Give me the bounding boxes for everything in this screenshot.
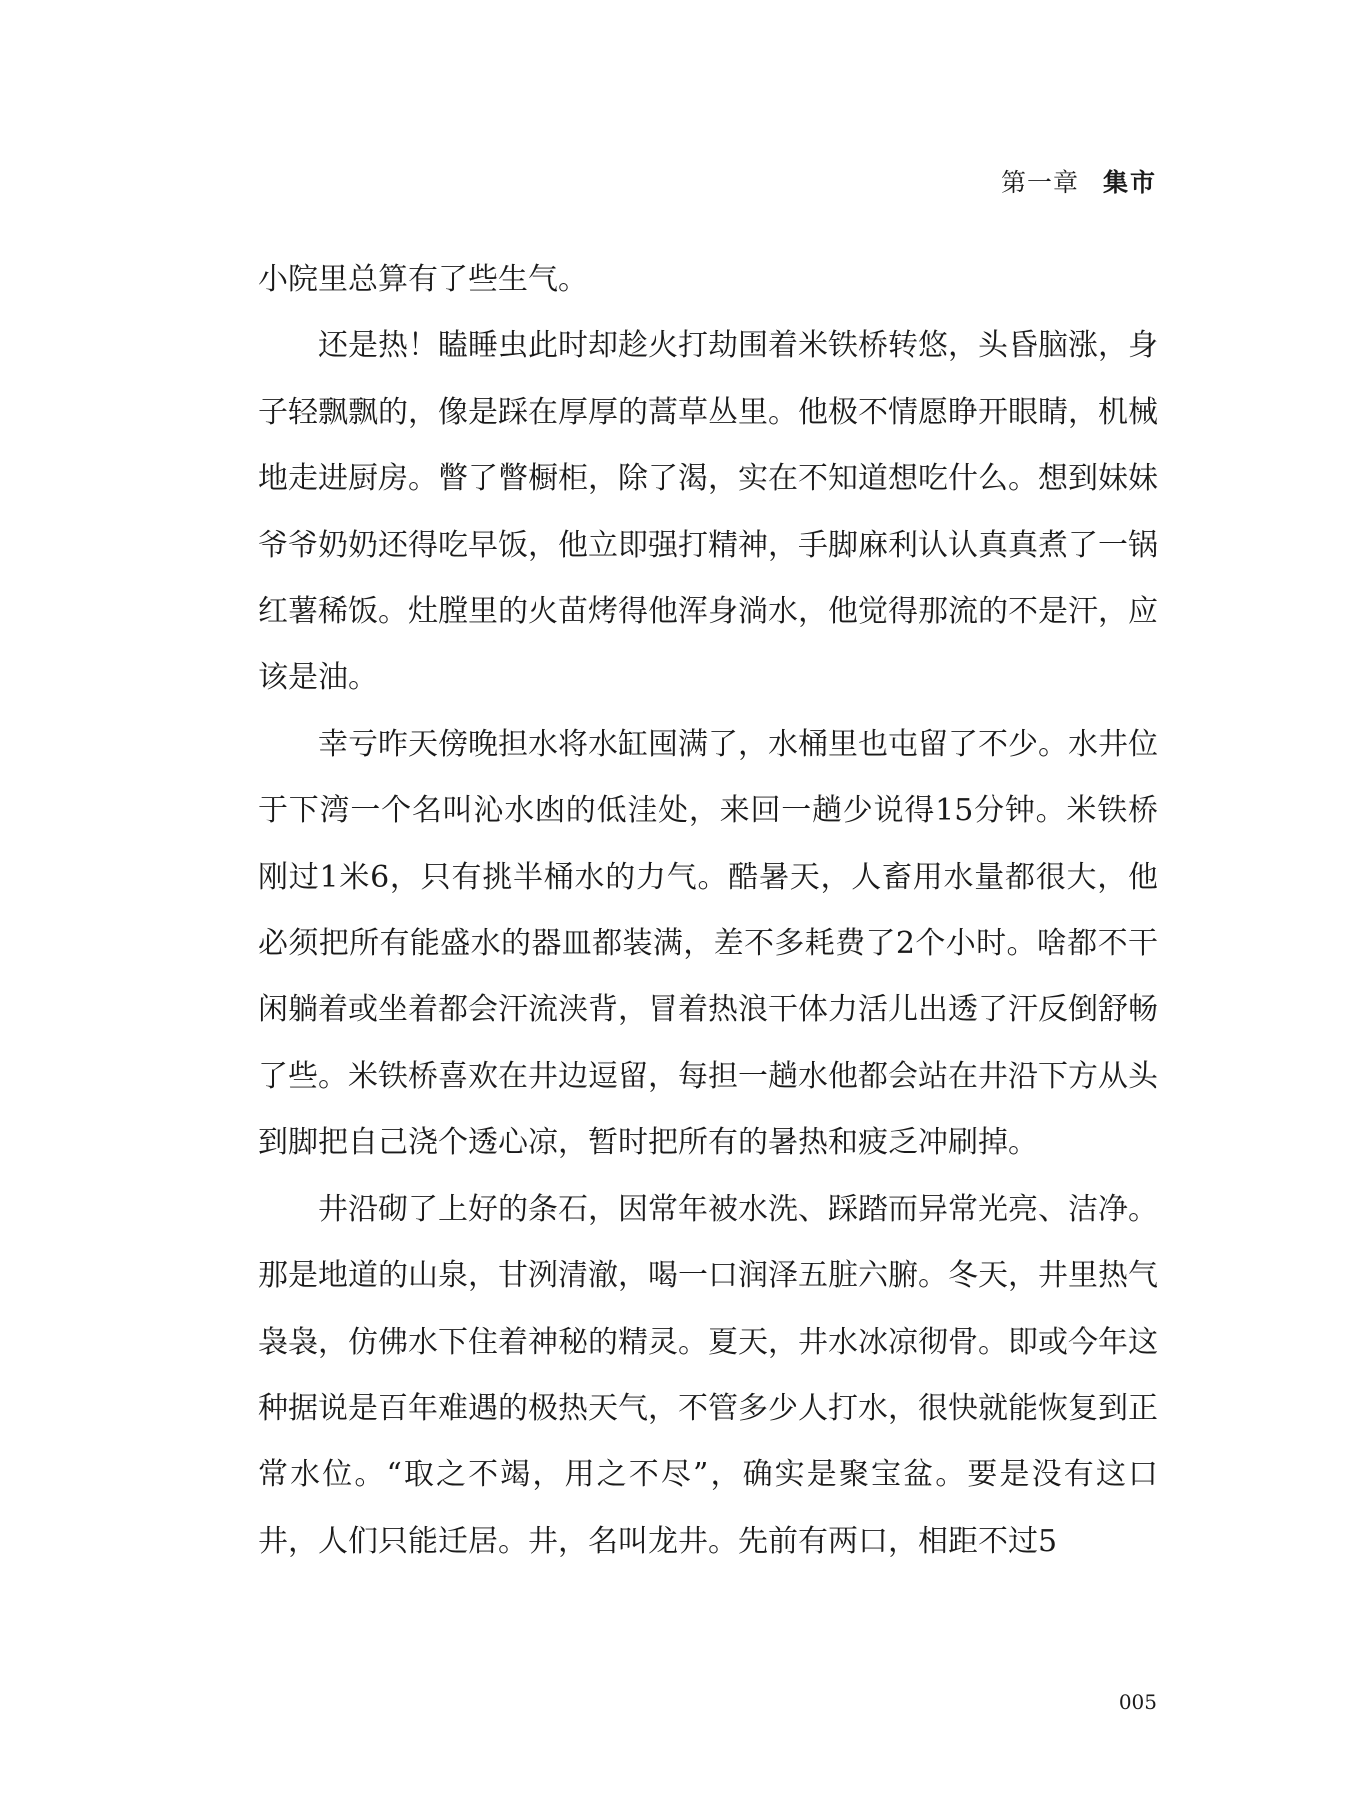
running-header xyxy=(1001,168,1157,198)
chapter-title: 集市 xyxy=(1102,168,1157,197)
paragraph-3: 幸亏昨天傍晚担水将水缸囤满了，水桶里也屯留了不少。水井位于下湾一个名叫沁水凼的低洼处，来回一趟少说得15分钟。米铁桥刚过1米6，只有挑半桶水的力气。酷暑天，人畜用水量都很大，他必须把所有能盛水的器皿都装满，差不多耗费了2个小时。啥都不干闲躺着或坐着都会汗流浃背，冒着热浪干体力活儿出透了汗反倒舒畅了些。米铁桥喜欢在井边逗留，每担一趟水他都会站在井沿下方从头到脚把自己浇个透心凉，暂时把所有的暑热和疲乏冲刷掉。 xyxy=(258,726,1158,1161)
paragraph-4: 井沿砌了上好的条石，因常年被水洗、踩踏而异常光亮、洁净。那是地道的山泉，甘洌清澈，喝一口润泽五脏六腑。冬天，井里热气袅袅，仿佛水下住着神秘的精灵。夏天，井水冰凉彻骨。即或今年这种据说是百年难遇的极热天气，不管多少人打水，很快就能恢复到正常水位。“取之不竭，用之不尽”，确实是聚宝盆。要是没有这口井，人们只能迁居。井，名叫龙井。先前有两口，相距不过5 xyxy=(258,1191,1158,1559)
chapter-number: 第一章 xyxy=(1000,168,1079,197)
paragraph-2: 还是热！瞌睡虫此时却趁火打劫围着米铁桥转悠，头昏脑涨，身子轻飘飘的，像是踩在厚厚的蒿草丛里。他极不情愿睁开眼睛，机械地走进厨房。瞥了瞥橱柜，除了渴，实在不知道想吃什么。想到妹妹爷爷奶奶还得吃早饭，他立即强打精神，手脚麻利认认真真煮了一锅红薯稀饭。灶膛里的火苗烤得他浑身淌水，他觉得那流的不是汗，应该是油。 xyxy=(258,328,1158,696)
page-number: 005 xyxy=(1118,1690,1157,1714)
body-text xyxy=(258,247,1158,1575)
paragraph-1: 小院里总算有了些生气。 xyxy=(258,262,588,297)
